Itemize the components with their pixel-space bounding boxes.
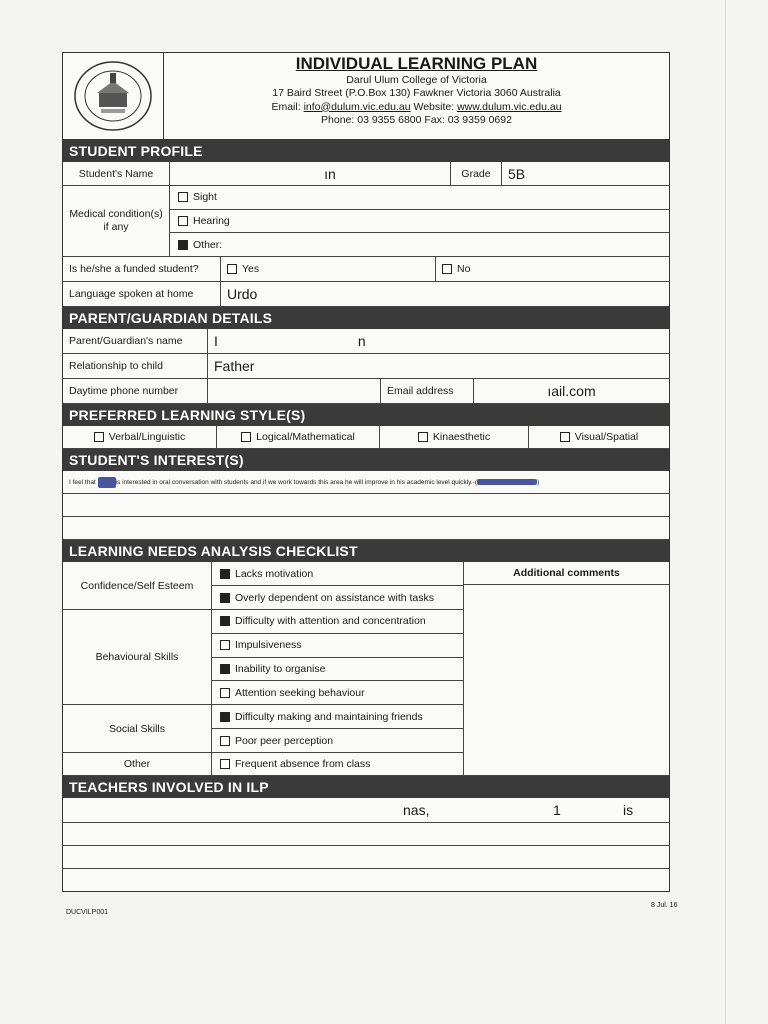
style-option-kinaesthetic[interactable]	[380, 426, 529, 448]
parent-details-heading: PARENT/GUARDIAN DETAILS	[63, 307, 669, 329]
group-label-confidence: Confidence/Self Esteem	[63, 562, 212, 609]
item-overly-dependent[interactable]	[212, 586, 463, 609]
form-header	[63, 53, 669, 140]
style-option-logical[interactable]	[217, 426, 380, 448]
student-name-row	[63, 162, 669, 186]
item-label: Frequent absence from class	[235, 758, 371, 770]
medical-options	[170, 186, 669, 256]
teachers-line-2[interactable]	[63, 823, 669, 846]
funded-no-label: No	[457, 263, 471, 275]
group-items-confidence	[212, 562, 463, 609]
medical-option-other[interactable]	[170, 233, 669, 256]
email-address-value: ıail.com	[547, 383, 596, 399]
group-label-other: Other	[63, 753, 212, 775]
item-absence[interactable]	[212, 753, 463, 775]
checkbox-icon[interactable]	[220, 640, 230, 650]
checklist-table	[63, 562, 669, 776]
additional-comments-field[interactable]	[464, 585, 669, 775]
medical-row	[63, 186, 669, 257]
item-label: Difficulty making and maintaining friends	[235, 710, 423, 723]
checklist-heading: LEARNING NEEDS ANALYSIS CHECKLIST	[63, 540, 669, 562]
language-row	[63, 282, 669, 307]
teachers-text-c: is	[623, 802, 634, 818]
visual-checkbox-icon[interactable]	[560, 432, 570, 442]
phone-line: Phone: 03 9355 6800 Fax: 03 9359 0692	[321, 114, 512, 126]
teachers-heading: TEACHERS INVOLVED IN ILP	[63, 776, 669, 798]
language-label: Language spoken at home	[63, 282, 221, 306]
other-checkbox-icon[interactable]	[178, 240, 188, 250]
checkbox-icon[interactable]	[220, 759, 230, 769]
teachers-line-1[interactable]	[63, 798, 669, 823]
hearing-checkbox-icon[interactable]	[178, 216, 188, 226]
item-label: Poor peer perception	[235, 734, 334, 747]
contact-line	[164, 101, 669, 115]
verbal-checkbox-icon[interactable]	[94, 432, 104, 442]
learning-style-heading: PREFERRED LEARNING STYLE(S)	[63, 404, 669, 426]
checked-box-icon[interactable]	[220, 712, 230, 722]
email-address-label: Email address	[381, 379, 474, 403]
style-option-visual[interactable]	[529, 426, 669, 448]
relationship-label: Relationship to child	[63, 354, 208, 378]
language-value: Urdo	[227, 286, 258, 302]
college-address: 17 Baird Street (P.O.Box 130) Fawkner Victoria 3060 Australia	[272, 87, 561, 99]
funded-yes-label: Yes	[242, 263, 260, 275]
parent-name-value-end: n	[357, 333, 366, 349]
checked-box-icon[interactable]	[220, 569, 230, 579]
scan-edge	[725, 0, 726, 1024]
parent-name-value-start: I	[214, 333, 218, 349]
interests-text-body: is interested in oral conversation with students and if we work towards this area he will improve in his academic level quickly.-(	[115, 478, 478, 486]
teachers-text-b: 1	[553, 802, 561, 818]
form-title: INDIVIDUAL LEARNING PLAN	[295, 54, 538, 73]
item-label: Impulsiveness	[235, 639, 302, 652]
relationship-value: Father	[214, 358, 255, 374]
student-name-value: ın	[324, 165, 336, 182]
redacted-signature	[477, 479, 537, 485]
item-lacks-motivation[interactable]	[212, 562, 463, 586]
interests-line-2[interactable]	[63, 494, 669, 517]
checked-box-icon[interactable]	[220, 616, 230, 626]
kinaesthetic-checkbox-icon[interactable]	[418, 432, 428, 442]
header-text	[164, 53, 669, 139]
funded-no-checkbox-icon[interactable]	[442, 264, 452, 274]
style-option-verbal[interactable]	[63, 426, 217, 448]
funded-yes-option[interactable]	[221, 257, 436, 281]
group-items-social	[212, 705, 463, 752]
item-organise[interactable]	[212, 658, 463, 682]
interests-text: I feel that is interested in oral conversation with students and if we work towards this area he will improve in his academic level quickly.-( )	[69, 478, 540, 486]
checklist-items	[63, 562, 464, 775]
interests-heading: STUDENT'S INTEREST(S)	[63, 449, 669, 471]
interests-line-3[interactable]	[63, 517, 669, 540]
college-logo	[63, 53, 164, 139]
grade-field[interactable]	[502, 162, 669, 185]
grade-value: 5B	[508, 165, 526, 182]
funded-no-option[interactable]	[436, 257, 669, 281]
relationship-field[interactable]	[208, 354, 669, 378]
grade-label: Grade	[451, 162, 502, 185]
additional-comments-column	[464, 562, 669, 775]
website-label: Website:	[413, 100, 455, 113]
student-profile-heading: STUDENT PROFILE	[63, 140, 669, 162]
logical-checkbox-icon[interactable]	[241, 432, 251, 442]
parent-name-field[interactable]	[208, 329, 669, 353]
college-seal-icon	[71, 59, 155, 133]
email-address-field[interactable]	[474, 379, 669, 403]
item-impulsiveness[interactable]	[212, 634, 463, 658]
group-behavioural	[63, 610, 463, 705]
hearing-label: Hearing	[193, 215, 230, 227]
group-other	[63, 753, 463, 775]
other-label: Other:	[193, 238, 223, 251]
learning-style-row	[63, 426, 669, 449]
item-label: Difficulty with attention and concentration	[235, 615, 426, 628]
visual-label: Visual/Spatial	[574, 431, 639, 443]
kinaesthetic-label: Kinaesthetic	[432, 431, 491, 443]
daytime-phone-label: Daytime phone number	[63, 379, 208, 403]
funded-yes-checkbox-icon[interactable]	[227, 264, 237, 274]
interests-text-start: I feel that	[69, 478, 96, 486]
teachers-line-3[interactable]	[63, 846, 669, 869]
parent-name-label: Parent/Guardian's name	[63, 329, 208, 353]
redacted-name	[98, 477, 116, 488]
item-label: Attention seeking behaviour	[235, 686, 365, 699]
student-name-label: Student's Name	[63, 162, 170, 185]
email-link[interactable]: info@dulum.vic.edu.au	[303, 100, 411, 113]
checked-box-icon[interactable]	[220, 593, 230, 603]
sight-checkbox-icon[interactable]	[178, 192, 188, 202]
item-label: Inability to organise	[235, 662, 326, 675]
medical-option-sight[interactable]	[170, 186, 669, 210]
group-label-behavioural: Behavioural Skills	[63, 610, 212, 704]
item-attention[interactable]	[212, 610, 463, 634]
checkbox-icon[interactable]	[220, 736, 230, 746]
item-peer-perception[interactable]	[212, 729, 463, 752]
item-attention-seeking[interactable]	[212, 681, 463, 704]
group-label-social: Social Skills	[63, 705, 212, 752]
funded-row	[63, 257, 669, 282]
group-items-behavioural	[212, 610, 463, 704]
website-link[interactable]: www.dulum.vic.edu.au	[457, 100, 562, 113]
funded-label: Is he/she a funded student?	[63, 257, 221, 281]
daytime-phone-field[interactable]	[208, 379, 381, 403]
additional-comments-label: Additional comments	[464, 562, 669, 585]
logical-label: Logical/Mathematical	[256, 431, 355, 443]
phone-email-row	[63, 379, 669, 404]
medical-option-hearing[interactable]	[170, 210, 669, 234]
medical-label: Medical condition(s) if any	[63, 186, 170, 256]
parent-name-row	[63, 329, 669, 354]
relationship-row	[63, 354, 669, 379]
college-name: Darul Ulum College of Victoria	[346, 73, 487, 86]
ilp-form	[62, 52, 670, 892]
email-label: Email:	[271, 100, 301, 113]
checkbox-icon[interactable]	[220, 688, 230, 698]
form-date: 8 Jul. 16	[651, 902, 678, 909]
group-social	[63, 705, 463, 753]
checked-box-icon[interactable]	[220, 664, 230, 674]
item-label: Lacks motivation	[235, 567, 314, 580]
item-friends[interactable]	[212, 705, 463, 729]
teachers-text	[63, 798, 669, 822]
item-label: Overly dependent on assistance with tasks	[235, 591, 435, 604]
teachers-text-a: nas,	[403, 802, 430, 818]
teachers-line-4[interactable]	[63, 869, 669, 891]
student-name-field[interactable]	[170, 162, 451, 185]
interests-line-1[interactable]	[63, 471, 669, 494]
sight-label: Sight	[193, 191, 217, 204]
verbal-label: Verbal/Linguistic	[108, 431, 186, 443]
group-confidence	[63, 562, 463, 610]
language-field[interactable]	[221, 282, 669, 306]
form-code: DUCVILP001	[66, 909, 109, 916]
